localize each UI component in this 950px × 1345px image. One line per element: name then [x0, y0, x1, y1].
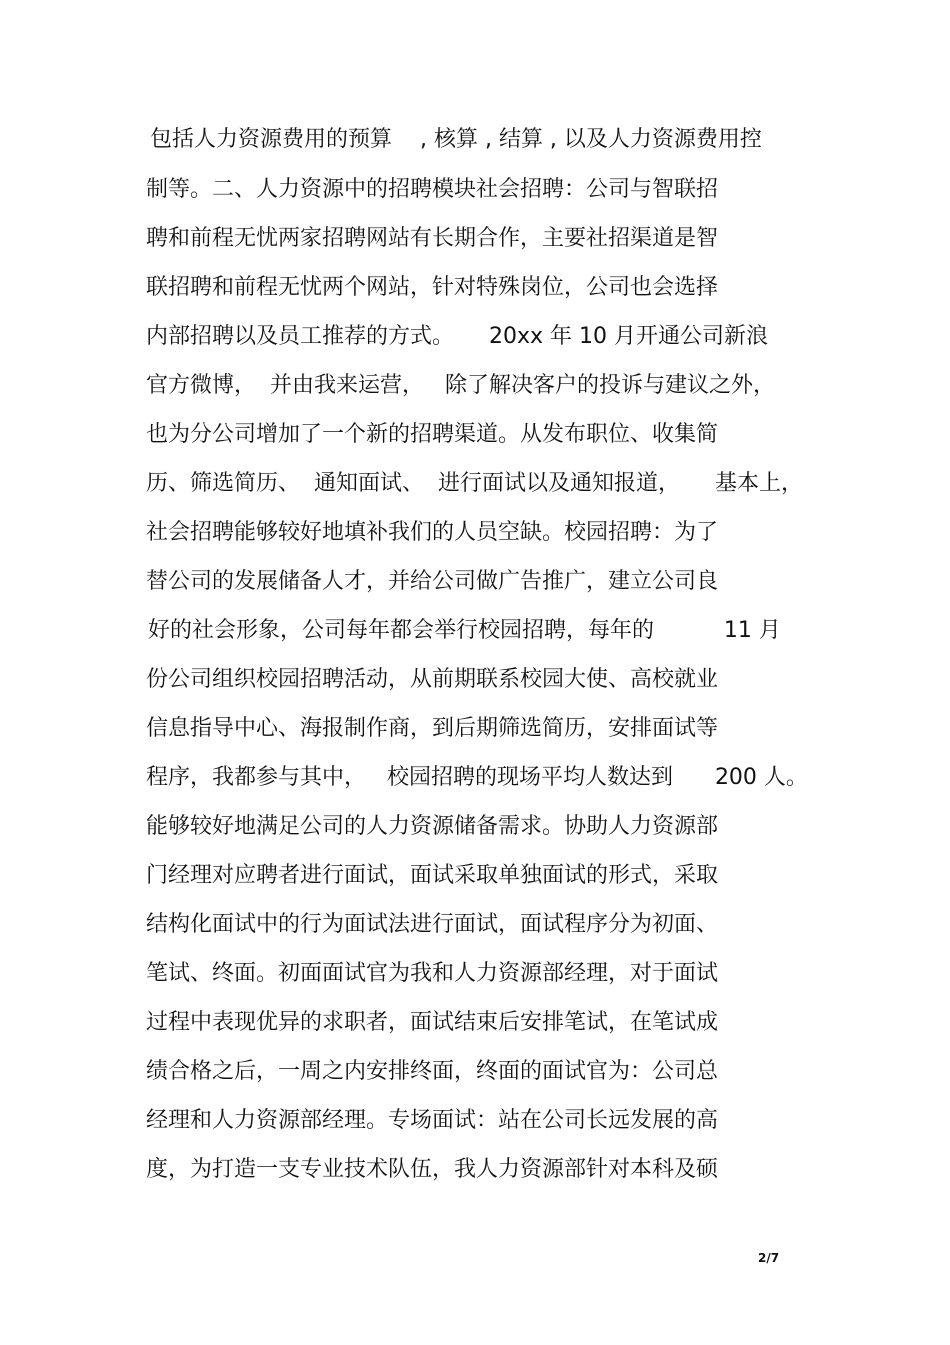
text-line-5: 内部招聘以及员工推荐的方式。 20xx 年 10 月开通公司新浪: [146, 324, 768, 349]
page-number: 2/7: [758, 1251, 780, 1265]
text-line-6: 官方微博， 并由我来运营， 除了解决客户的投诉与建议之外，: [146, 373, 775, 398]
text-line-15: 能够较好地满足公司的人力资源储备需求。协助人力资源部: [146, 814, 719, 839]
text-line-12: 份公司组织校园招聘活动，从前期联系校园大使、高校就业: [146, 667, 719, 692]
text-line-7: 也为分公司增加了一个新的招聘渠道。从发布职位、收集简: [146, 422, 719, 447]
text-line-3: 聘和前程无忧两家招聘网站有长期合作，主要社招渠道是智: [146, 226, 719, 251]
text-line-10: 替公司的发展储备人才，并给公司做广告推广，建立公司良: [146, 569, 719, 594]
text-line-13: 信息指导中心、海报制作商，到后期筛选简历，安排面试等: [146, 716, 719, 741]
text-line-16: 门经理对应聘者进行面试，面试采取单独面试的形式，采取: [146, 863, 719, 888]
text-line-11: 好的社会形象，公司每年都会举行校园招聘，每年的 11 月: [148, 618, 781, 643]
text-line-18: 笔试、终面。初面面试官为我和人力资源部经理，对于面试: [146, 961, 719, 986]
text-line-14: 程序，我都参与其中， 校园招聘的现场平均人数达到 200 人。: [146, 765, 808, 790]
text-line-4: 联招聘和前程无忧两个网站，针对特殊岗位，公司也会选择: [146, 275, 719, 300]
text-line-19: 过程中表现优异的求职者，面试结束后安排笔试，在笔试成: [146, 1010, 719, 1035]
text-line-2: 制等。二、人力资源中的招聘模块社会招聘：公司与智联招: [146, 177, 719, 202]
text-line-9: 社会招聘能够较好地填补我们的人员空缺。校园招聘：为了: [146, 520, 719, 545]
text-line-17: 结构化面试中的行为面试法进行面试，面试程序分为初面、: [146, 912, 719, 937]
text-line-20: 绩合格之后，一周之内安排终面，终面的面试官为：公司总: [146, 1059, 719, 1084]
text-line-21: 经理和人力资源部经理。专场面试：站在公司长远发展的高: [146, 1108, 719, 1133]
text-line-8: 历、筛选简历、 通知面试、 进行面试以及通知报道， 基本上，: [146, 471, 803, 496]
text-line-22: 度，为打造一支专业技术队伍，我人力资源部针对本科及硕: [146, 1157, 719, 1182]
text-line-1: 包括人力资源费用的预算 , 核算 , 结算 , 以及人力资源费用控: [150, 127, 762, 152]
